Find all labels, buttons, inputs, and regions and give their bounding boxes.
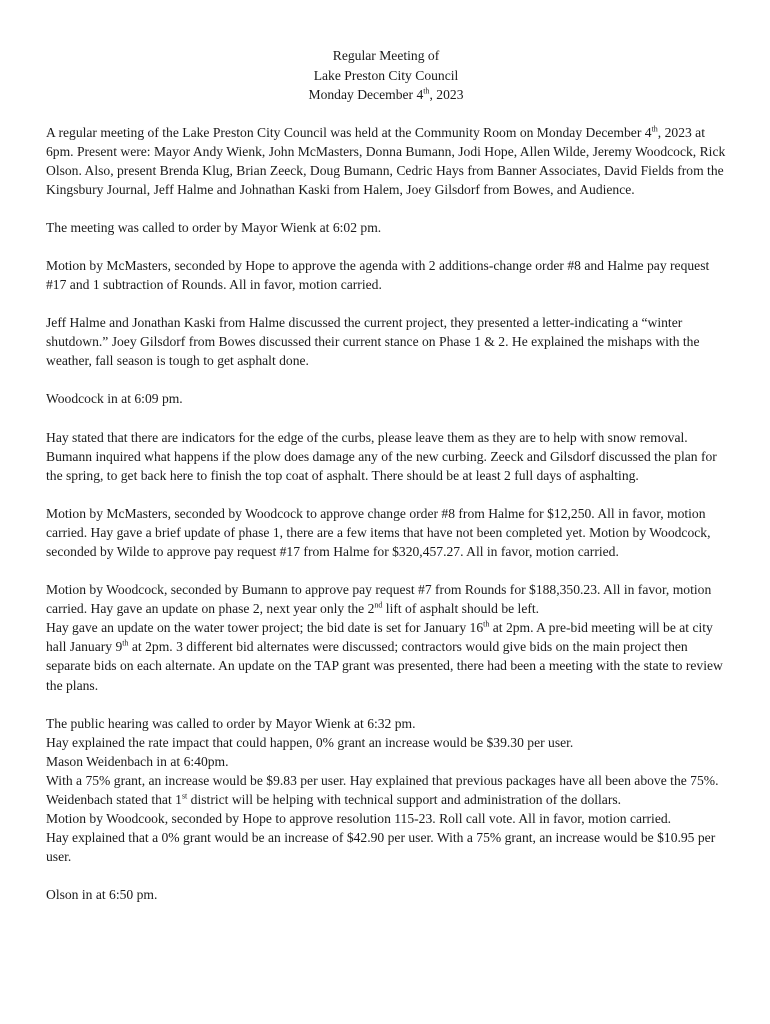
paragraph-water-tower: Hay gave an update on the water tower project; the bid date is set for January 16th at 2pm. A pre-bid meeting will be at city hall January 9th at 2pm. 3 different bid alternates were discussed; contractors would give bids on the main project then separate bids on each alternate. An update on the TAP grant was presented, there had been a meeting with the state to review the plans.	[46, 619, 723, 693]
paragraph-attendance: A regular meeting of the Lake Preston City Council was held at the Community Room on Monday December 4th, 2023 at 6pm. Present were: Mayor Andy Wienk, John McMasters, Donna Bumann, Jodi Hope, Allen Wilde, Jeremy Woodcock, Rick Olson. Also, present Brenda Klug, Brian Zeeck, Doug Bumann, Cedric Hays from Banner Associates, David Fields from the Kingsbury Journal, Jeff Halme and Johnathan Kaski from Halem, Joey Gilsdorf from Bowes, and Audience.	[46, 123, 726, 197]
paragraph-call-to-order: The meeting was called to order by Mayor Wienk at 6:02 pm.	[46, 219, 382, 235]
paragraph-agenda-motion: Motion by McMasters, seconded by Hope to approve the agenda with 2 additions-change order #8 and Halme pay request #17 and 1 subtraction of Rounds. All in favor, motion carried.	[46, 257, 710, 293]
paragraph-grant-increase: With a 75% grant, an increase would be $9.83 per user. Hay explained that previous packages have all been above the 75%. Weidenbach stated that 1st district will be helping with technical support and administration of the dollars.	[46, 772, 719, 808]
paragraph-weidenbach-arrival: Mason Weidenbach in at 6:40pm.	[46, 753, 229, 769]
paragraph-rounds-motion: Motion by Woodcock, seconded by Bumann to approve pay request #7 from Rounds for $188,350.23. All in favor, motion carried. Hay gave an update on phase 2, next year only the 2nd lift of asphalt should be left.	[46, 582, 712, 617]
paragraph-change-order-motion: Motion by McMasters, seconded by Woodcock to approve change order #8 from Halme for $12,250. All in favor, motion carried. Hay gave a brief update of phase 1, there are a few items that have not been completed yet. Motion by Woodcock, seconded by Wilde to approve pay request #17 from Halme for $320,457.27. All in favor, motion carried.	[46, 505, 711, 559]
paragraph-olson-arrival: Olson in at 6:50 pm.	[46, 887, 158, 903]
paragraph-project-discussion: Jeff Halme and Jonathan Kaski from Halme discussed the current project, they presented a letter-indicating a “winter shutdown.” Joey Gilsdorf from Bowes discussed their current stance on Phase 1 & 2. He explained the mishaps with the weather, fall season is tough to get asphalt done.	[46, 315, 700, 369]
paragraph-curb-indicators: Hay stated that there are indicators for the edge of the curbs, please leave them as they are to help with snow removal. Bumann inquired what happens if the plow does damage any of the new curbing. Zeeck and Gilsdorf discussed the plan for the spring, to get back here to finish the top coat of asphalt. There should be at least 2 full days of asphalting.	[46, 429, 717, 483]
paragraph-woodcock-arrival: Woodcock in at 6:09 pm.	[46, 391, 183, 407]
paragraph-resolution-motion: Motion by Woodcook, seconded by Hope to approve resolution 115-23. Roll call vote. All in favor, motion carried.	[46, 811, 672, 827]
document-header	[46, 46, 726, 105]
paragraph-rate-impact: Hay explained the rate impact that could happen, 0% grant an increase would be $39.30 per user.	[46, 734, 574, 750]
header-line-1: Regular Meeting of	[332, 48, 440, 63]
paragraph-public-hearing: The public hearing was called to order by Mayor Wienk at 6:32 pm.	[46, 715, 416, 731]
document-page	[46, 46, 726, 924]
paragraph-rate-explanation: Hay explained that a 0% grant would be an increase of $42.90 per user. With a 75% grant, an increase would be $10.95 per user.	[46, 830, 716, 865]
header-line-3: Monday December 4th, 2023	[308, 86, 464, 102]
header-line-2: Lake Preston City Council	[313, 67, 459, 83]
